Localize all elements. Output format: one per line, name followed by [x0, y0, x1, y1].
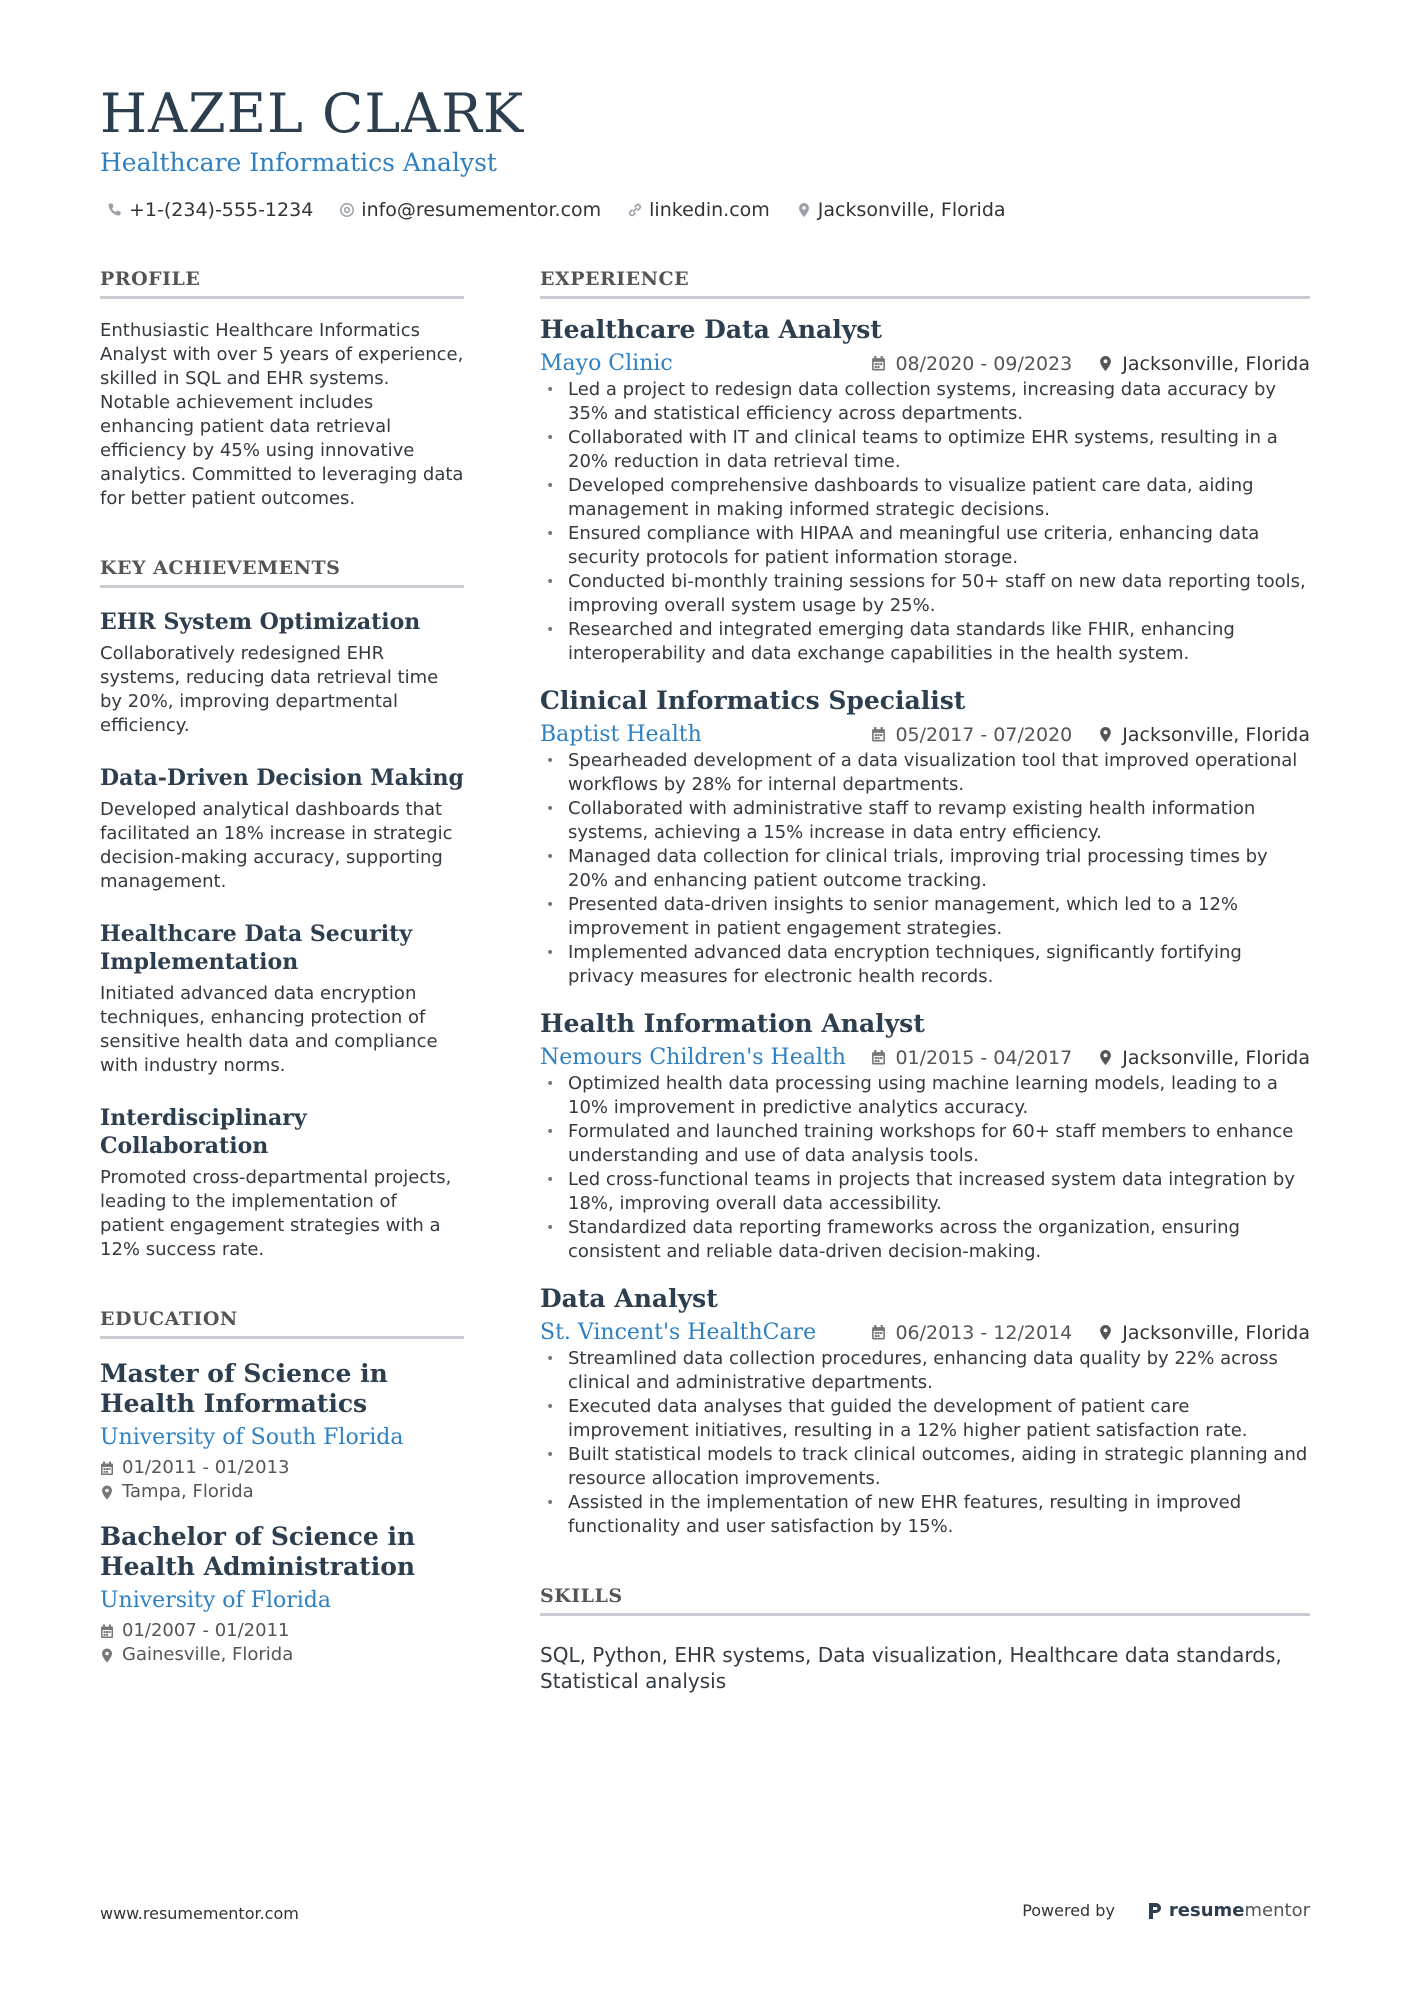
experience-location-text: Jacksonville, Florida [1122, 352, 1310, 375]
experience-meta [871, 724, 1310, 746]
achievement-item [100, 764, 464, 894]
experience-bullets [540, 1347, 1310, 1539]
location-pin-icon [1098, 1049, 1113, 1066]
link-icon [627, 202, 643, 218]
location-text: Jacksonville, Florida [817, 199, 1006, 221]
contact-linkedin[interactable] [627, 199, 770, 221]
calendar-icon [871, 355, 886, 372]
contact-location [796, 199, 1006, 221]
education-location-text: Tampa, Florida [122, 1481, 254, 1502]
calendar-icon [100, 1624, 114, 1639]
phone-text: +1-(234)-555-1234 [129, 199, 314, 221]
experience-bullets [540, 1072, 1310, 1264]
experience-dates-text: 06/2013 - 12/2014 [895, 1321, 1073, 1344]
location-pin-icon [1098, 355, 1113, 372]
experience-location-text: Jacksonville, Florida [1122, 1321, 1310, 1344]
skills-section [540, 1585, 1310, 1694]
left-column [100, 268, 464, 1685]
experience-location [1098, 353, 1310, 375]
powered-by-text: Powered by [1022, 1901, 1115, 1920]
experience-bullet: • Ensured compliance with HIPAA and meaningful use criteria, enhancing data security protocols for patient information storage. [540, 522, 1310, 570]
achievements-heading: KEY ACHIEVEMENTS [100, 557, 464, 588]
experience-meta-row [540, 1320, 1310, 1345]
experience-dates [871, 1047, 1072, 1069]
job-title: Healthcare Informatics Analyst [100, 148, 497, 177]
contact-email[interactable] [339, 199, 601, 221]
education-item [100, 1359, 464, 1504]
education-degree: Master of Science in Health Informatics [100, 1359, 388, 1418]
brand-part-b: mentor [1244, 1900, 1310, 1921]
calendar-icon [100, 1461, 114, 1476]
experience-role: Health Information Analyst [540, 1009, 925, 1038]
experience-item [540, 313, 1310, 666]
education-dates-text: 01/2007 - 01/2011 [122, 1620, 290, 1641]
experience-bullets [540, 749, 1310, 989]
at-icon [339, 202, 355, 218]
resumementor-logo-icon [1147, 1901, 1163, 1921]
education-location-text: Gainesville, Florida [122, 1644, 294, 1665]
education-section [100, 1308, 464, 1667]
calendar-icon [871, 726, 886, 743]
experience-bullet: • Presented data-driven insights to senior management, which led to a 12% improvement in patient engagement strategies. [540, 893, 1310, 941]
education-location [100, 1480, 464, 1504]
experience-bullet: • Built statistical models to track clinical outcomes, aiding in strategic planning and resource allocation improvements. [540, 1443, 1310, 1491]
experience-bullets [540, 378, 1310, 666]
experience-bullet: • Optimized health data processing using machine learning models, leading to a 10% improvement in predictive analytics accuracy. [540, 1072, 1310, 1120]
experience-bullet: • Spearheaded development of a data visualization tool that improved operational workflows by 28% for internal departments. [540, 749, 1310, 797]
experience-location [1098, 1047, 1310, 1069]
experience-bullet: • Formulated and launched training workshops for 60+ staff members to enhance understanding and use of data analysis tools. [540, 1120, 1310, 1168]
experience-bullet: • Managed data collection for clinical trials, improving trial processing times by 20% and enhancing patient outcome tracking. [540, 845, 1310, 893]
phone-icon [107, 202, 123, 218]
footer-website[interactable]: www.resumementor.com [100, 1904, 299, 1923]
experience-company: Nemours Children's Health [540, 1045, 846, 1070]
achievement-title: Healthcare Data Security Implementation [100, 921, 413, 975]
profile-text: Enthusiastic Healthcare Informatics Analyst with over 5 years of experience, skilled in SQL and EHR systems. Notable achievement includes enhancing patient data retrieval efficiency by 45% using innovative analytics. Committed to leveraging data for better patient outcomes. [100, 320, 464, 509]
right-column [540, 268, 1310, 1694]
experience-item [540, 1007, 1310, 1264]
experience-bullet: • Standardized data reporting frameworks across the organization, ensuring consistent and reliable data-driven decision-making. [540, 1216, 1310, 1264]
experience-meta [871, 353, 1310, 375]
experience-bullet: • Researched and integrated emerging data standards like FHIR, enhancing interoperability and data exchange capabilities in the health system. [540, 618, 1310, 666]
profile-heading: PROFILE [100, 268, 464, 299]
experience-role: Clinical Informatics Specialist [540, 686, 966, 715]
experience-dates [871, 724, 1072, 746]
experience-section [540, 268, 1310, 1539]
achievement-text: Promoted cross-departmental projects, leading to the implementation of patient engagement strategies with a 12% success rate. [100, 1167, 452, 1260]
experience-bullet: • Assisted in the implementation of new EHR features, resulting in improved functionality and user satisfaction by 15%. [540, 1491, 1310, 1539]
experience-bullet: • Led a project to redesign data collection systems, increasing data accuracy by 35% and statistical efficiency across departments. [540, 378, 1310, 426]
experience-bullet: • Conducted bi-monthly training sessions for 50+ staff on new data reporting tools, improving overall system usage by 25%. [540, 570, 1310, 618]
education-school: University of Florida [100, 1588, 331, 1613]
experience-bullet: • Developed comprehensive dashboards to visualize patient care data, aiding management in making informed strategic decisions. [540, 474, 1310, 522]
location-pin-icon [100, 1648, 114, 1663]
candidate-name: HAZEL CLARK [100, 82, 525, 145]
experience-location [1098, 724, 1310, 746]
achievement-text: Developed analytical dashboards that facilitated an 18% increase in strategic decision-making accuracy, supporting management. [100, 799, 453, 892]
experience-meta-row [540, 722, 1310, 747]
experience-company: Baptist Health [540, 722, 702, 747]
experience-company: Mayo Clinic [540, 351, 673, 376]
location-pin-icon [796, 202, 812, 218]
calendar-icon [871, 1324, 886, 1341]
experience-dates [871, 353, 1072, 375]
education-dates [100, 1619, 464, 1643]
achievements-section [100, 557, 464, 1262]
education-degree: Bachelor of Science in Health Administration [100, 1522, 416, 1581]
experience-dates-text: 08/2020 - 09/2023 [895, 352, 1073, 375]
skills-heading: SKILLS [540, 1585, 1310, 1616]
contact-bar [107, 199, 1006, 221]
achievement-text: Collaboratively redesigned EHR systems, reducing data retrieval time by 20%, improving departmental efficiency. [100, 643, 439, 736]
experience-bullet: • Executed data analyses that guided the development of patient care improvement initiatives, resulting in a 12% higher patient satisfaction rate. [540, 1395, 1310, 1443]
experience-dates-text: 05/2017 - 07/2020 [895, 723, 1073, 746]
education-school: University of South Florida [100, 1425, 404, 1450]
education-dates-text: 01/2011 - 01/2013 [122, 1457, 290, 1478]
experience-list [540, 313, 1310, 1539]
education-location [100, 1643, 464, 1667]
education-heading: EDUCATION [100, 1308, 464, 1339]
linkedin-text: linkedin.com [649, 199, 770, 221]
resumementor-logo[interactable] [1147, 1900, 1310, 1921]
experience-meta [871, 1322, 1310, 1344]
experience-location-text: Jacksonville, Florida [1122, 1046, 1310, 1069]
contact-phone[interactable] [107, 199, 313, 221]
experience-meta-row [540, 351, 1310, 376]
location-pin-icon [1098, 726, 1113, 743]
footer-brand [1022, 1900, 1310, 1921]
experience-location [1098, 1322, 1310, 1344]
experience-bullet: • Streamlined data collection procedures, enhancing data quality by 22% across clinical and administrative departments. [540, 1347, 1310, 1395]
experience-bullet: • Implemented advanced data encryption techniques, significantly fortifying privacy measures for electronic health records. [540, 941, 1310, 989]
experience-bullet: • Led cross-functional teams in projects that increased system data integration by 18%, improving overall data accessibility. [540, 1168, 1310, 1216]
experience-bullet: • Collaborated with IT and clinical teams to optimize EHR systems, resulting in a 20% reduction in data retrieval time. [540, 426, 1310, 474]
experience-company: St. Vincent's HealthCare [540, 1320, 817, 1345]
achievement-text: Initiated advanced data encryption techniques, enhancing protection of sensitive health data and compliance with industry norms. [100, 983, 438, 1076]
experience-heading: EXPERIENCE [540, 268, 1310, 299]
achievement-title: Data-Driven Decision Making [100, 765, 464, 791]
location-pin-icon [1098, 1324, 1113, 1341]
experience-dates-text: 01/2015 - 04/2017 [895, 1046, 1073, 1069]
profile-section [100, 268, 464, 511]
experience-role: Healthcare Data Analyst [540, 315, 882, 344]
experience-location-text: Jacksonville, Florida [1122, 723, 1310, 746]
achievement-title: Interdisciplinary Collaboration [100, 1105, 307, 1159]
experience-dates [871, 1322, 1072, 1344]
experience-item [540, 684, 1310, 989]
experience-meta-row [540, 1045, 1310, 1070]
education-dates [100, 1456, 464, 1480]
achievement-item [100, 920, 464, 1078]
email-text: info@resumementor.com [361, 199, 602, 221]
achievement-item [100, 1104, 464, 1262]
experience-bullet: • Collaborated with administrative staff to revamp existing health information systems, achieving a 15% increase in data entry efficiency. [540, 797, 1310, 845]
brand-part-a: resume [1168, 1900, 1245, 1921]
achievement-title: EHR System Optimization [100, 609, 421, 635]
experience-meta [871, 1047, 1310, 1069]
calendar-icon [871, 1049, 886, 1066]
education-item [100, 1522, 464, 1667]
skills-text: SQL, Python, EHR systems, Data visualization, Healthcare data standards, Statistical analysis [540, 1643, 1282, 1693]
experience-role: Data Analyst [540, 1284, 718, 1313]
achievement-item [100, 608, 464, 738]
experience-item [540, 1282, 1310, 1539]
location-pin-icon [100, 1485, 114, 1500]
